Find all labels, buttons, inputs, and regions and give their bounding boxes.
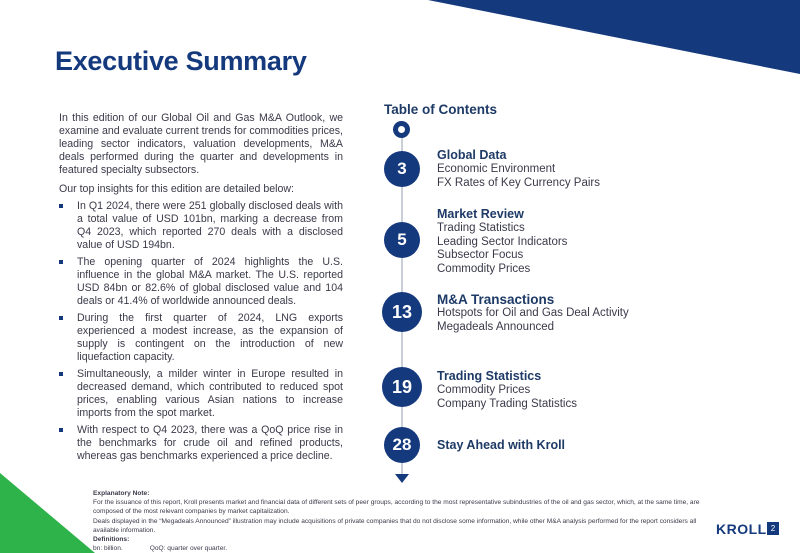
page-number: 2 bbox=[767, 522, 779, 535]
toc-entry-trading-statistics[interactable] bbox=[437, 369, 767, 411]
toc-heading[interactable]: Global Data bbox=[437, 148, 507, 162]
toc-item[interactable]: Megadeals Announced bbox=[437, 320, 555, 333]
insight-text: With respect to Q4 2023, there was a QoQ price rise in the benchmarks for crude oil and refined products, whereas gas benchmarks experienced a price decline. bbox=[77, 424, 343, 462]
bullet-square-icon bbox=[59, 372, 63, 376]
page-title: Executive Summary bbox=[55, 46, 307, 76]
definitions-row bbox=[93, 544, 708, 553]
toc-item[interactable]: Subsector Focus bbox=[437, 249, 524, 262]
toc-item[interactable]: Company Trading Statistics bbox=[437, 397, 577, 410]
insight-text: The opening quarter of 2024 highlights the U.S. influence in the global M&A market. The U.S. reported USD 84bn or 82.6% of global disclosed value and 104 deals or 41.4% of worldwide announced deals. bbox=[77, 256, 343, 307]
toc-page-28[interactable]: 28 bbox=[384, 427, 420, 463]
timeline-arrow-icon bbox=[395, 474, 409, 483]
toc-heading[interactable]: M&A Transactions bbox=[437, 292, 555, 307]
toc-heading[interactable]: Market Review bbox=[437, 207, 524, 221]
toc-item[interactable]: Hotspots for Oil and Gas Deal Activity bbox=[437, 307, 629, 319]
timeline-start-icon bbox=[393, 121, 410, 138]
toc-page-5[interactable]: 5 bbox=[384, 222, 420, 258]
insight-text: Simultaneously, a milder winter in Europe resulted in decreased demand, which contributed to reduced spot prices, enabling various Asian nations to increase imports from the spot market. bbox=[77, 368, 343, 419]
intro-paragraph: In this edition of our Global Oil and Gas M&A Outlook, we examine and evaluate current trends for commodities prices, leading sector indicators, valuation developments, M&A deals performed during the quarter and developments in featured specialty subsectors. bbox=[59, 112, 343, 176]
toc-entry-global-data[interactable] bbox=[437, 148, 767, 190]
toc-entry-ma-transactions[interactable] bbox=[437, 292, 767, 334]
bullet-square-icon bbox=[59, 316, 63, 320]
toc-item[interactable]: Commodity Prices bbox=[437, 262, 531, 275]
toc-item[interactable]: Trading Statistics bbox=[437, 222, 525, 234]
toc-heading[interactable]: Trading Statistics bbox=[437, 369, 542, 383]
green-corner-decoration bbox=[0, 473, 100, 553]
insight-bullet bbox=[59, 256, 343, 308]
insight-bullet bbox=[59, 200, 343, 252]
footnote bbox=[93, 489, 708, 553]
definitions-label: Definitions: bbox=[93, 536, 130, 544]
insight-text: In Q1 2024, there were 251 globally disclosed deals with a total value of USD 101bn, marking a decrease from Q4 2023, which reported 270 deals with a disclosed value of USD 194bn. bbox=[77, 200, 343, 251]
insight-text: During the first quarter of 2024, LNG exports experienced a modest increase, as the expansion of supply is contingent on the introduction of new liquefaction capacity. bbox=[77, 312, 343, 363]
insight-bullet bbox=[59, 312, 343, 364]
toc-page-3[interactable]: 3 bbox=[384, 151, 420, 187]
kroll-logo: KROLL bbox=[716, 521, 767, 537]
toc-title: Table of Contents bbox=[384, 102, 497, 117]
bullet-square-icon bbox=[59, 204, 63, 208]
toc-item[interactable]: Economic Environment bbox=[437, 163, 556, 175]
bullet-square-icon bbox=[59, 428, 63, 432]
toc-item[interactable]: Leading Sector Indicators bbox=[437, 235, 568, 248]
definition-qoq: QoQ: quarter over quarter. bbox=[149, 545, 228, 553]
toc-item[interactable]: Commodity Prices bbox=[437, 384, 531, 396]
note-text: For the issuance of this report, Kroll presents market and financial data of different sets of peer groups, according to the most representative subindustries of the oil and gas sector, which, at the same time, are composed of the most relevant companies by market capitalization. bbox=[93, 499, 700, 516]
toc-entry-stay-ahead[interactable] bbox=[437, 438, 767, 453]
note-text: Deals displayed in the “Megadeals Announced” illustration may include acquisitions of private companies that do not disclose some information, while other M&A analysis performed for the report considers all available information. bbox=[93, 517, 697, 534]
bullet-square-icon bbox=[59, 260, 63, 264]
insights-list bbox=[59, 200, 343, 463]
definition-bn: bn: billion. bbox=[93, 545, 123, 553]
insight-bullet bbox=[59, 368, 343, 420]
note-label: Explanatory Note: bbox=[93, 490, 150, 497]
toc-page-13[interactable]: 13 bbox=[382, 292, 422, 332]
insights-lead: Our top insights for this edition are detailed below: bbox=[59, 183, 294, 195]
insight-bullet bbox=[59, 424, 343, 463]
summary-column bbox=[59, 112, 343, 467]
toc-heading[interactable]: Stay Ahead with Kroll bbox=[437, 438, 566, 452]
toc-page-19[interactable]: 19 bbox=[382, 367, 422, 407]
toc-item[interactable]: FX Rates of Key Currency Pairs bbox=[437, 176, 600, 189]
toc-entry-market-review[interactable] bbox=[437, 207, 767, 276]
